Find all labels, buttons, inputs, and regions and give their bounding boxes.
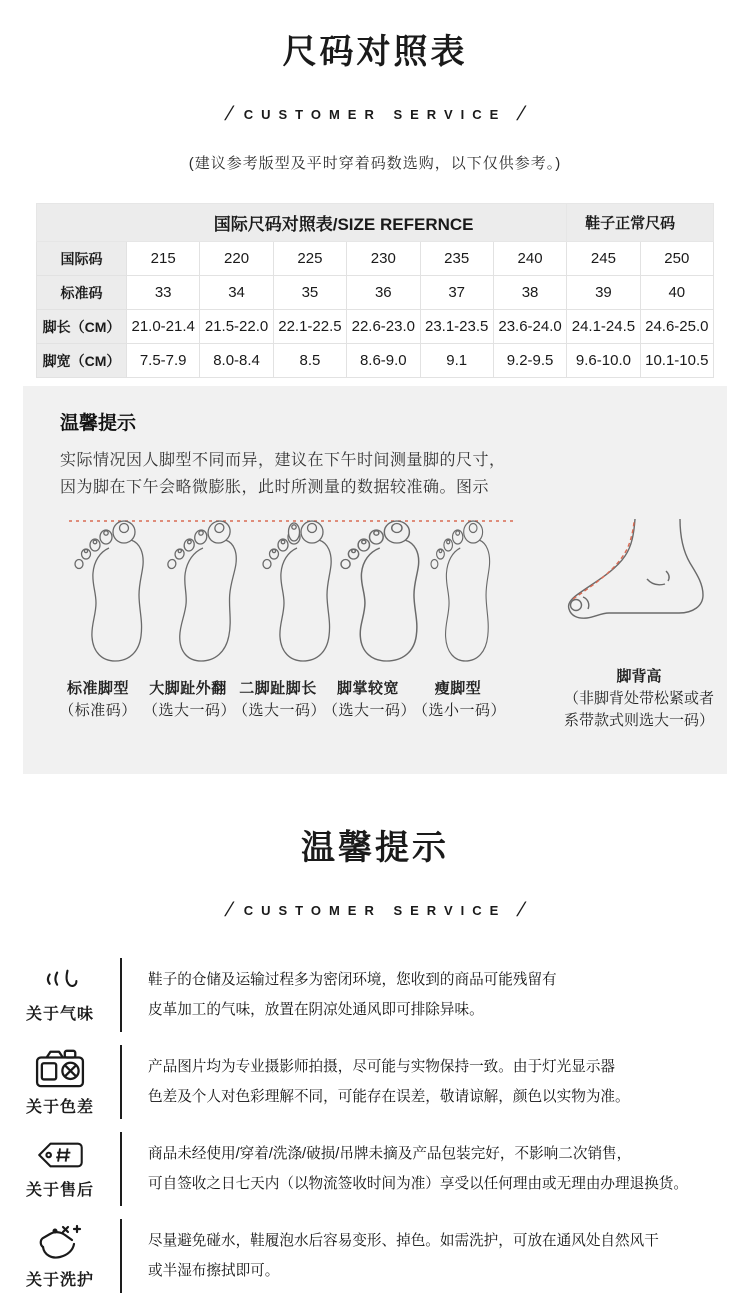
left-slash: / [224, 899, 234, 921]
foot-type-advice: （选大一码） [143, 702, 237, 719]
size-cell: 37 [420, 276, 493, 310]
size-cell: 22.1-22.5 [273, 310, 346, 344]
foot-types-diagram [23, 505, 727, 683]
size-cell: 7.5-7.9 [127, 344, 200, 378]
odor-icon-column [0, 966, 120, 1024]
foot-type-label [323, 678, 417, 722]
size-cell: 40 [640, 276, 713, 310]
customer-service-subtitle-2 [0, 899, 750, 922]
foot-type-label [413, 678, 507, 722]
aftersale-icon-column [0, 1138, 120, 1200]
size-cell: 8.6-9.0 [347, 344, 420, 378]
foot-type-label [53, 678, 143, 722]
size-cell: 24.6-25.0 [640, 310, 713, 344]
size-table-header-main: 国际尺码对照表/SIZE REFERNCE [37, 204, 567, 242]
service-items [0, 958, 750, 1293]
size-cell: 21.0-21.4 [127, 310, 200, 344]
service-item-odor [0, 958, 750, 1032]
size-cell: 38 [493, 276, 566, 310]
instep-advice-1: （非脚背处带松紧或者 [563, 690, 714, 707]
size-cell: 235 [420, 242, 493, 276]
table-row-foot-length [37, 310, 714, 344]
foot-type-label [143, 678, 237, 722]
service-item-label: 关于气味 [25, 1006, 94, 1023]
foot-long-second-toe [263, 521, 331, 661]
service-item-text [122, 1226, 675, 1286]
service-item-label: 关于售后 [25, 1182, 94, 1199]
foot-type-labels [53, 678, 507, 722]
size-cell: 23.1-23.5 [420, 310, 493, 344]
text-line-2: 或半湿布擦拭即可。 [148, 1263, 280, 1279]
foot-instep-side-view [569, 519, 703, 618]
size-cell: 220 [200, 242, 273, 276]
size-cell: 8.5 [273, 344, 346, 378]
smell-icon [37, 966, 83, 996]
foot-type-advice: （选大一码） [323, 702, 417, 719]
service-item-text [122, 1052, 646, 1112]
service-item-care [0, 1219, 750, 1293]
size-cell: 245 [567, 242, 640, 276]
instep-height-label [551, 666, 727, 732]
size-cell: 215 [127, 242, 200, 276]
service-item-label: 关于色差 [25, 1099, 94, 1116]
row-label: 国际码 [37, 242, 127, 276]
row-label: 脚长（CM） [37, 310, 127, 344]
foot-type-name: 瘦脚型 [434, 680, 482, 697]
size-cell: 36 [347, 276, 420, 310]
size-cell: 230 [347, 242, 420, 276]
foot-wide [341, 521, 419, 661]
text-line-2: 色差及个人对色彩理解不同，可能存在误差，敬请谅解，颜色以实物为准。 [148, 1089, 630, 1105]
service-item-color [0, 1045, 750, 1119]
size-cell: 250 [640, 242, 713, 276]
tips-paragraph [60, 447, 727, 501]
color-icon-column [0, 1047, 120, 1117]
size-cell: 240 [493, 242, 566, 276]
customer-service-text: CUSTOMER SERVICE [243, 107, 507, 122]
size-chart-title: 尺码对照表 [282, 33, 468, 71]
foot-type-advice: （选小一码） [413, 702, 507, 719]
foot-bunion [161, 521, 239, 661]
text-line-1: 商品未经使用/穿着/洗涤/破损/吊牌未摘及产品包装完好，不影响二次销售， [148, 1146, 632, 1162]
table-row-std-code [37, 276, 714, 310]
size-cell: 10.1-10.5 [640, 344, 713, 378]
size-table-header-right: 鞋子正常尺码 [567, 204, 714, 242]
size-cell: 8.0-8.4 [200, 344, 273, 378]
service-tips-title: 温馨提示 [301, 829, 449, 867]
text-line-1: 鞋子的仓储及运输过程多为密闭环境，您收到的商品可能残留有 [148, 972, 557, 988]
foot-slim [431, 521, 490, 661]
size-cell: 9.6-10.0 [567, 344, 640, 378]
tips-box-title: 温馨提示 [60, 413, 137, 434]
size-table [36, 203, 714, 378]
size-cell: 39 [567, 276, 640, 310]
size-table-header-row [37, 204, 714, 242]
service-item-text [122, 1139, 704, 1199]
size-cell: 34 [200, 276, 273, 310]
instep-advice-2: 系带款式则选大一码） [563, 712, 714, 729]
size-cell: 23.6-24.0 [493, 310, 566, 344]
customer-service-subtitle [0, 103, 750, 126]
size-cell: 35 [273, 276, 346, 310]
foot-type-advice: （标准码） [59, 702, 137, 719]
table-row-foot-width [37, 344, 714, 378]
text-line-1: 产品图片均为专业摄影师拍摄，尽可能与实物保持一致。由于灯光显示器 [148, 1059, 616, 1075]
size-cell: 225 [273, 242, 346, 276]
care-icon-column [0, 1222, 120, 1290]
camera-icon [34, 1047, 86, 1089]
size-advice-note: (建议参考版型及平时穿着码数选购，以下仅供参考。) [188, 155, 562, 172]
service-item-aftersale [0, 1132, 750, 1206]
row-label: 脚宽（CM） [37, 344, 127, 378]
size-cell: 9.1 [420, 344, 493, 378]
tag-icon [35, 1138, 85, 1172]
row-label: 标准码 [37, 276, 127, 310]
size-cell: 21.5-22.0 [200, 310, 273, 344]
text-line-1: 尽量避免碰水，鞋履泡水后容易变形、掉色。如需洗护，可放在通风处自然风干 [148, 1233, 659, 1249]
instep-name: 脚背高 [616, 668, 662, 685]
text-line-2: 皮革加工的气味，放置在阴凉处通风即可排除异味。 [148, 1002, 484, 1018]
size-cell: 33 [127, 276, 200, 310]
foot-type-name: 大脚趾外翻 [149, 680, 227, 697]
foot-standard [75, 521, 143, 661]
tips-line-2: 因为脚在下午会略微膨胀，此时所测量的数据较准确。图示 [60, 479, 490, 496]
wash-icon [36, 1222, 84, 1262]
foot-type-name: 脚掌较宽 [336, 680, 399, 697]
foot-type-name: 二脚趾脚长 [239, 680, 317, 697]
size-cell: 9.2-9.5 [493, 344, 566, 378]
right-slash: / [516, 103, 526, 125]
service-item-label: 关于洗护 [25, 1272, 94, 1289]
foot-type-label [233, 678, 327, 722]
table-row-intl-code [37, 242, 714, 276]
size-cell: 22.6-23.0 [347, 310, 420, 344]
instep-measure-line [573, 522, 634, 599]
service-item-text [122, 965, 573, 1025]
measuring-tips-box [23, 386, 727, 774]
customer-service-text: CUSTOMER SERVICE [243, 903, 507, 918]
text-line-2: 可自签收之日七天内（以物流签收时间为准）享受以任何理由或无理由办理退换货。 [148, 1176, 688, 1192]
foot-type-name: 标准脚型 [66, 680, 129, 697]
foot-type-advice: （选大一码） [233, 702, 327, 719]
right-slash: / [516, 899, 526, 921]
size-cell: 24.1-24.5 [567, 310, 640, 344]
tips-line-1: 实际情况因人脚型不同而异，建议在下午时间测量脚的尺寸， [60, 452, 506, 469]
left-slash: / [224, 103, 234, 125]
